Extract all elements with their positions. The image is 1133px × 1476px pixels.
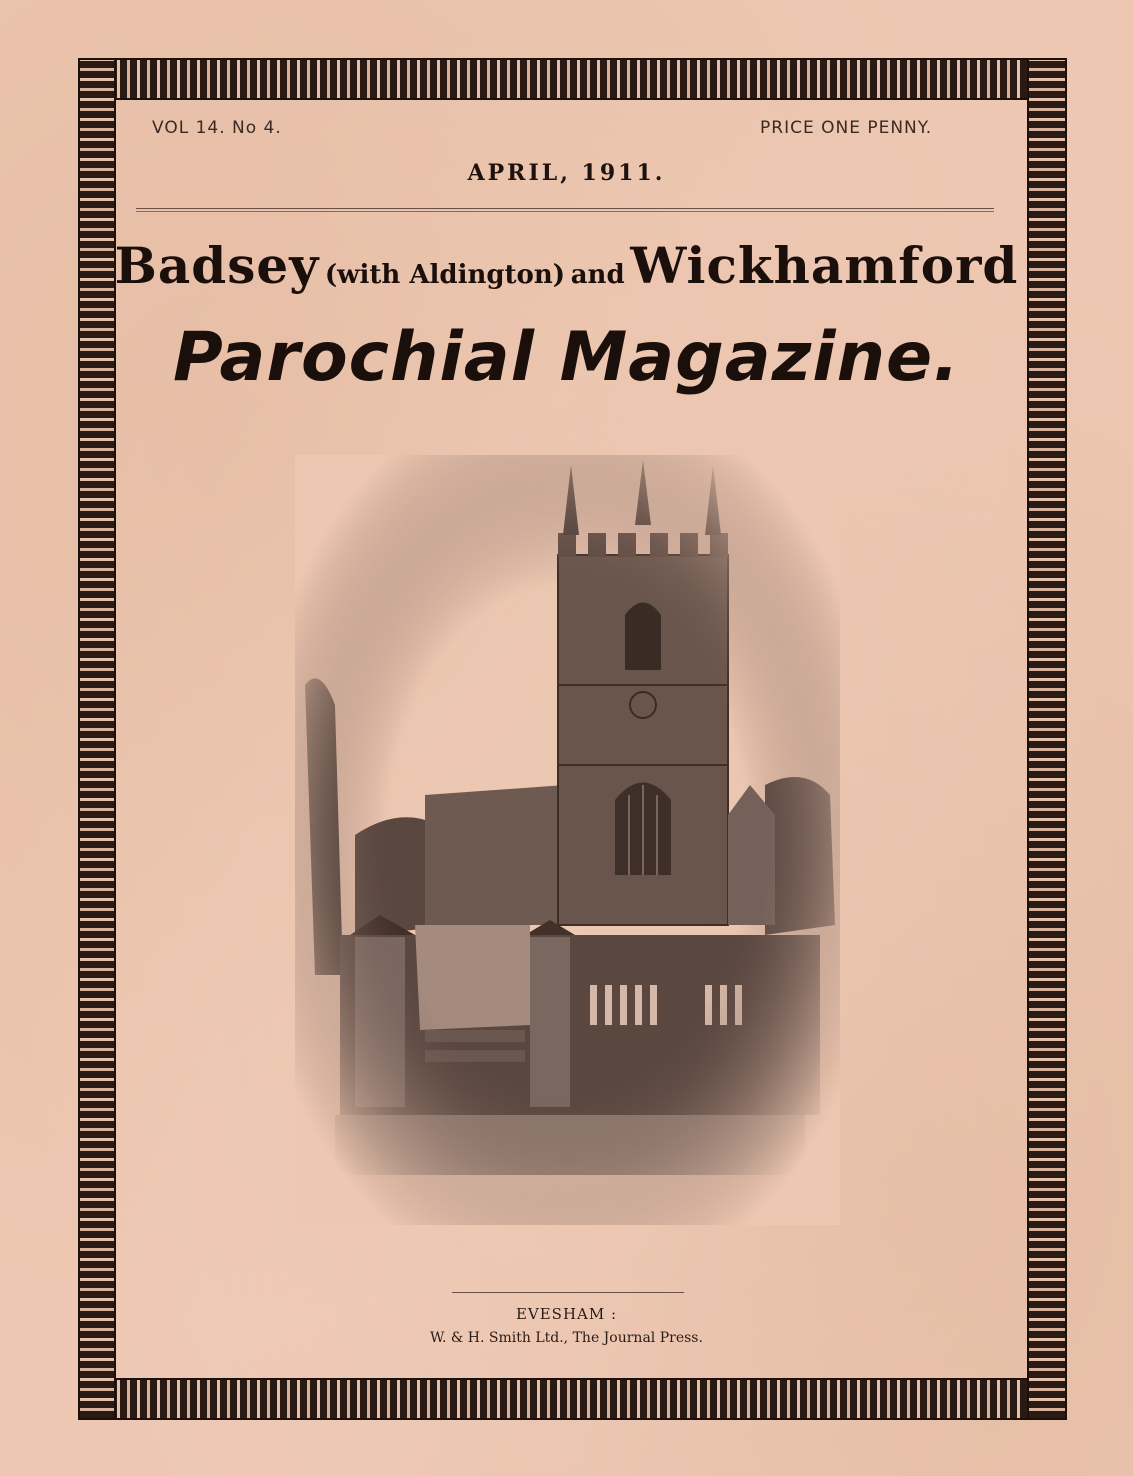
title-wickhamford: Wickhamford: [630, 236, 1019, 295]
header-divider: [136, 208, 994, 212]
price-label: PRICE ONE PENNY.: [760, 118, 933, 138]
volume-number: VOL 14. No 4.: [152, 118, 282, 138]
ornamental-border-bottom: [78, 1378, 1067, 1420]
title-with-aldington: (with Aldington): [324, 260, 566, 290]
title-and: and: [570, 260, 625, 290]
publisher-place: EVESHAM :: [515, 1305, 618, 1323]
publisher-divider: [452, 1292, 684, 1293]
magazine-subtitle: Parochial Magazine.: [173, 318, 960, 397]
title-badsey: Badsey: [114, 236, 320, 295]
church-tower-photo: [295, 455, 840, 1225]
issue-date: APRIL, 1911.: [467, 160, 666, 186]
publisher-name: W. & H. Smith Ltd., The Journal Press.: [430, 1330, 703, 1346]
magazine-title: [0, 236, 1133, 295]
ornamental-border-top: [78, 58, 1067, 100]
